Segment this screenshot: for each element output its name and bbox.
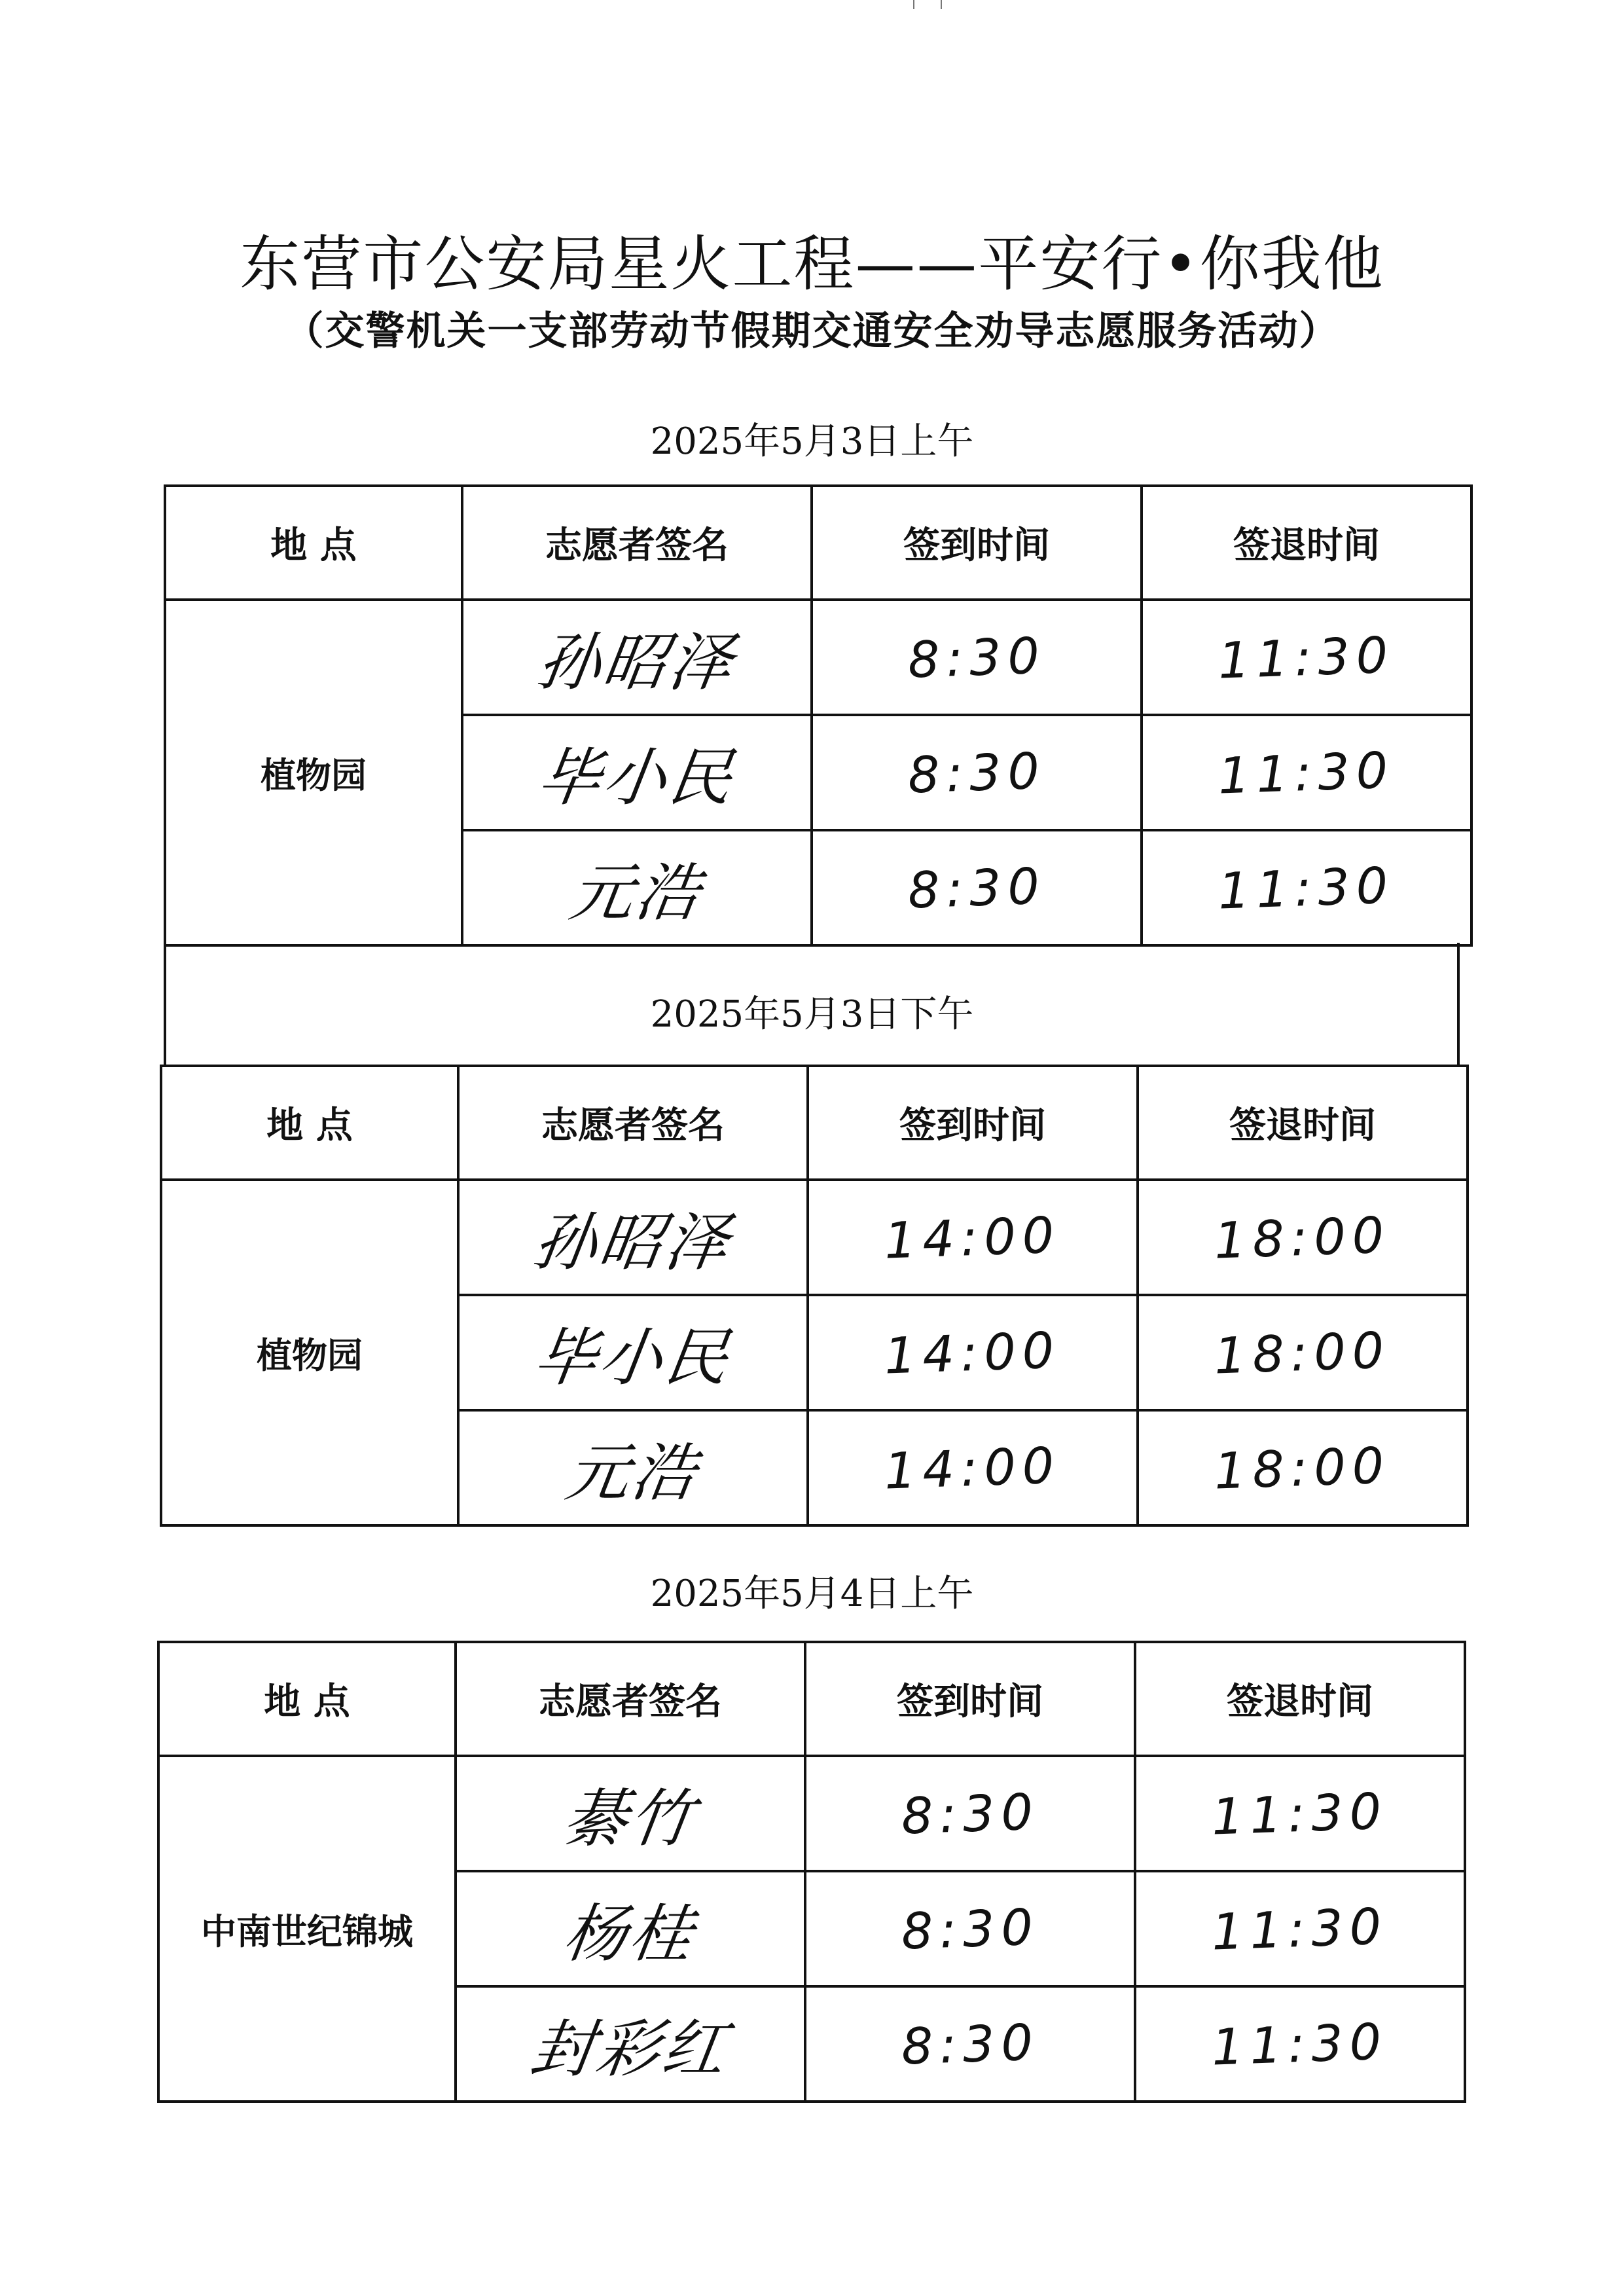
header-location: 地 点	[165, 486, 462, 600]
header-checkin: 签到时间	[808, 1066, 1138, 1180]
header-volunteer: 志愿者签名	[458, 1066, 808, 1180]
checkin-time: 14:00	[884, 1320, 1062, 1385]
volunteer-signature: 孙昭泽	[533, 625, 740, 699]
checkin-cell	[805, 1871, 1135, 1986]
checkin-cell	[808, 1180, 1138, 1295]
checkin-cell	[808, 1410, 1138, 1525]
volunteer-signature: 孙昭泽	[529, 1205, 736, 1279]
signature-cell	[456, 1871, 805, 1986]
checkout-cell	[1135, 1871, 1465, 1986]
checkout-time: 11:30	[1218, 740, 1396, 805]
checkout-time: 11:30	[1218, 855, 1396, 920]
checkout-cell	[1142, 600, 1471, 715]
volunteer-signature: 封彩红	[526, 2012, 733, 2086]
session-date-1: 2025年5月3日上午	[650, 420, 974, 463]
signature-cell	[462, 600, 812, 715]
checkout-cell	[1138, 1410, 1468, 1525]
table-row	[158, 1756, 1465, 1871]
checkin-cell	[808, 1295, 1138, 1410]
volunteer-signature: 杨桂	[559, 1897, 700, 1971]
volunteer-signature: 綦竹	[559, 1781, 700, 1855]
checkin-time: 8:30	[907, 740, 1047, 805]
checkin-time: 8:30	[900, 1781, 1040, 1846]
checkin-cell	[812, 830, 1142, 945]
signin-table-1	[164, 484, 1473, 947]
checkin-time: 14:00	[884, 1435, 1062, 1501]
checkout-time: 11:30	[1218, 625, 1396, 690]
checkout-cell	[1138, 1180, 1468, 1295]
checkin-time: 8:30	[907, 856, 1047, 920]
document-title: 东营市公安局星火工程——平安行•你我他	[240, 229, 1384, 299]
header-checkout: 签退时间	[1138, 1066, 1468, 1180]
checkin-time: 8:30	[907, 625, 1047, 689]
checkout-cell	[1138, 1295, 1468, 1410]
table-row	[165, 600, 1471, 715]
checkout-time: 18:00	[1214, 1320, 1392, 1385]
volunteer-signature: 元浩	[562, 1436, 703, 1510]
signature-cell	[458, 1295, 808, 1410]
header-checkout: 签退时间	[1135, 1642, 1465, 1756]
header-location: 地 点	[161, 1066, 458, 1180]
table-header-row	[161, 1066, 1468, 1180]
header-volunteer: 志愿者签名	[462, 486, 812, 600]
header-checkout: 签退时间	[1142, 486, 1471, 600]
volunteer-signature: 毕小民	[533, 740, 740, 814]
checkout-cell	[1142, 715, 1471, 830]
checkin-time: 8:30	[900, 1897, 1040, 1961]
table-header-row	[158, 1642, 1465, 1756]
table-header-row	[165, 486, 1471, 600]
session-date-2: 2025年5月3日下午	[650, 993, 974, 1036]
checkin-cell	[805, 1986, 1135, 2102]
signature-cell	[462, 715, 812, 830]
location-cell: 植物园	[165, 600, 462, 945]
checkout-cell	[1135, 1756, 1465, 1871]
checkin-cell	[812, 600, 1142, 715]
signature-cell	[456, 1986, 805, 2102]
volunteer-signature: 毕小民	[529, 1321, 736, 1394]
scan-edge-mark	[913, 0, 942, 9]
header-checkin: 签到时间	[812, 486, 1142, 600]
signin-table-2	[160, 1065, 1469, 1527]
checkin-time: 14:00	[884, 1205, 1062, 1270]
checkout-time: 18:00	[1214, 1435, 1392, 1501]
signature-cell	[458, 1410, 808, 1525]
document-subtitle: （交警机关一支部劳动节假期交通安全劝导志愿服务活动）	[284, 308, 1340, 354]
header-volunteer: 志愿者签名	[456, 1642, 805, 1756]
location-cell: 植物园	[161, 1180, 458, 1525]
signature-cell	[458, 1180, 808, 1295]
checkout-time: 11:30	[1211, 1896, 1389, 1961]
checkin-time: 8:30	[900, 2012, 1040, 2076]
volunteer-signature: 元浩	[566, 856, 707, 930]
checkout-time: 11:30	[1211, 2011, 1389, 2077]
checkin-cell	[805, 1756, 1135, 1871]
signature-cell	[456, 1756, 805, 1871]
checkout-cell	[1135, 1986, 1465, 2102]
checkin-cell	[812, 715, 1142, 830]
checkout-cell	[1142, 830, 1471, 945]
signature-cell	[462, 830, 812, 945]
header-checkin: 签到时间	[805, 1642, 1135, 1756]
header-location: 地 点	[158, 1642, 456, 1756]
table-row	[161, 1180, 1468, 1295]
checkout-time: 11:30	[1211, 1781, 1389, 1846]
signin-table-3	[157, 1641, 1466, 2103]
session-date-3: 2025年5月4日上午	[650, 1573, 974, 1615]
location-cell: 中南世纪锦城	[158, 1756, 456, 2102]
checkout-time: 18:00	[1214, 1205, 1392, 1270]
